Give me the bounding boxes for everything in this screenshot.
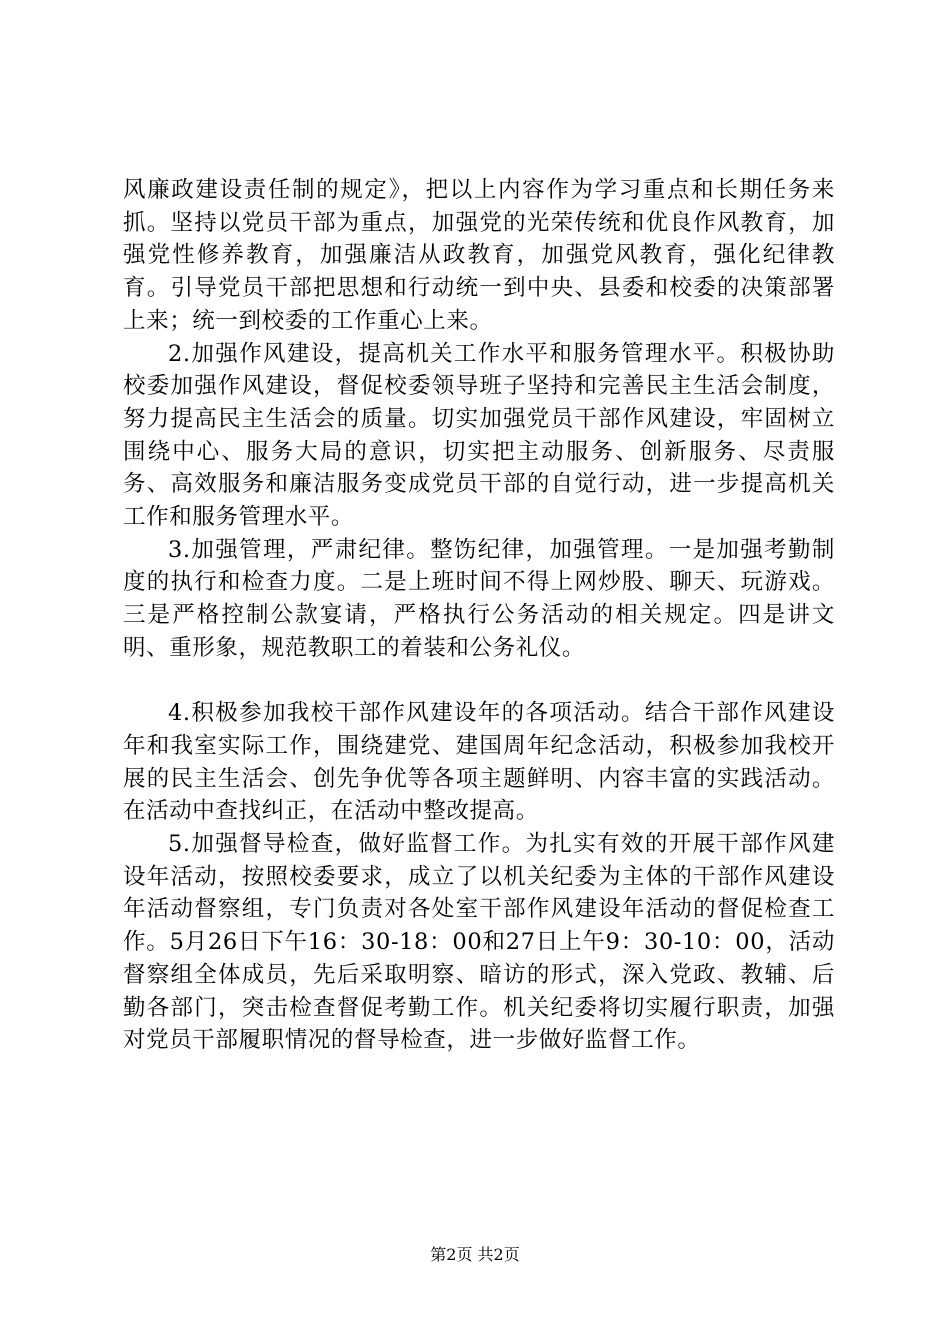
paragraph-item-3: 3.加强管理，严肃纪律。整饬纪律，加强管理。一是加强考勤制度的执行和检查力度。二是上班时间不得上网炒股、聊天、玩游戏。三是严格控制公款宴请，严格执行公务活动的相关规定。四是讲文明、重形象，规范教职工的着装和公务礼仪。 bbox=[123, 536, 835, 661]
paragraph-spacer bbox=[123, 665, 835, 698]
document-body bbox=[123, 174, 835, 1057]
paragraph-item-5: 5.加强督导检查，做好监督工作。为扎实有效的开展干部作风建设年活动，按照校委要求，成立了以机关纪委为主体的干部作风建设年活动督察组，专门负责对各处室干部作风建设年活动的督促检查工作。5月26日下午16：30-18：00和27日上午9：30-10：00，活动督察组全体成员，先后采取明察、暗访的形式，深入党政、教辅、后勤各部门，突击检查督促考勤工作。机关纪委将切实履行职责，加强对党员干部履职情况的督导检查，进一步做好监督工作。 bbox=[123, 831, 835, 1054]
paragraph-item-4: 4.积极参加我校干部作风建设年的各项活动。结合干部作风建设年和我室实际工作，围绕建党、建国周年纪念活动，积极参加我校开展的民主生活会、创先争优等各项主题鲜明、内容丰富的实践活动。在活动中查找纠正，在活动中整改提高。 bbox=[123, 700, 835, 825]
paragraph-continuation: 风廉政建设责任制的规定》，把以上内容作为学习重点和长期任务来抓。坚持以党员干部为重点，加强党的光荣传统和优良作风教育，加强党性修养教育，加强廉洁从政教育，加强党风教育，强化纪律教育。引导党员干部把思想和行动统一到中央、县委和校委的决策部署上来；统一到校委的工作重心上来。 bbox=[123, 177, 835, 334]
page-number-footer: 第2页 共2页 bbox=[430, 1245, 520, 1264]
paragraph-item-2: 2.加强作风建设，提高机关工作水平和服务管理水平。积极协助校委加强作风建设，督促校委领导班子坚持和完善民主生活会制度，努力提高民主生活会的质量。切实加强党员干部作风建设，牢固树立围绕中心、服务大局的意识，切实把主动服务、创新服务、尽责服务、高效服务和廉洁服务变成党员干部的自觉行动，进一步提高机关工作和服务管理水平。 bbox=[123, 340, 835, 531]
